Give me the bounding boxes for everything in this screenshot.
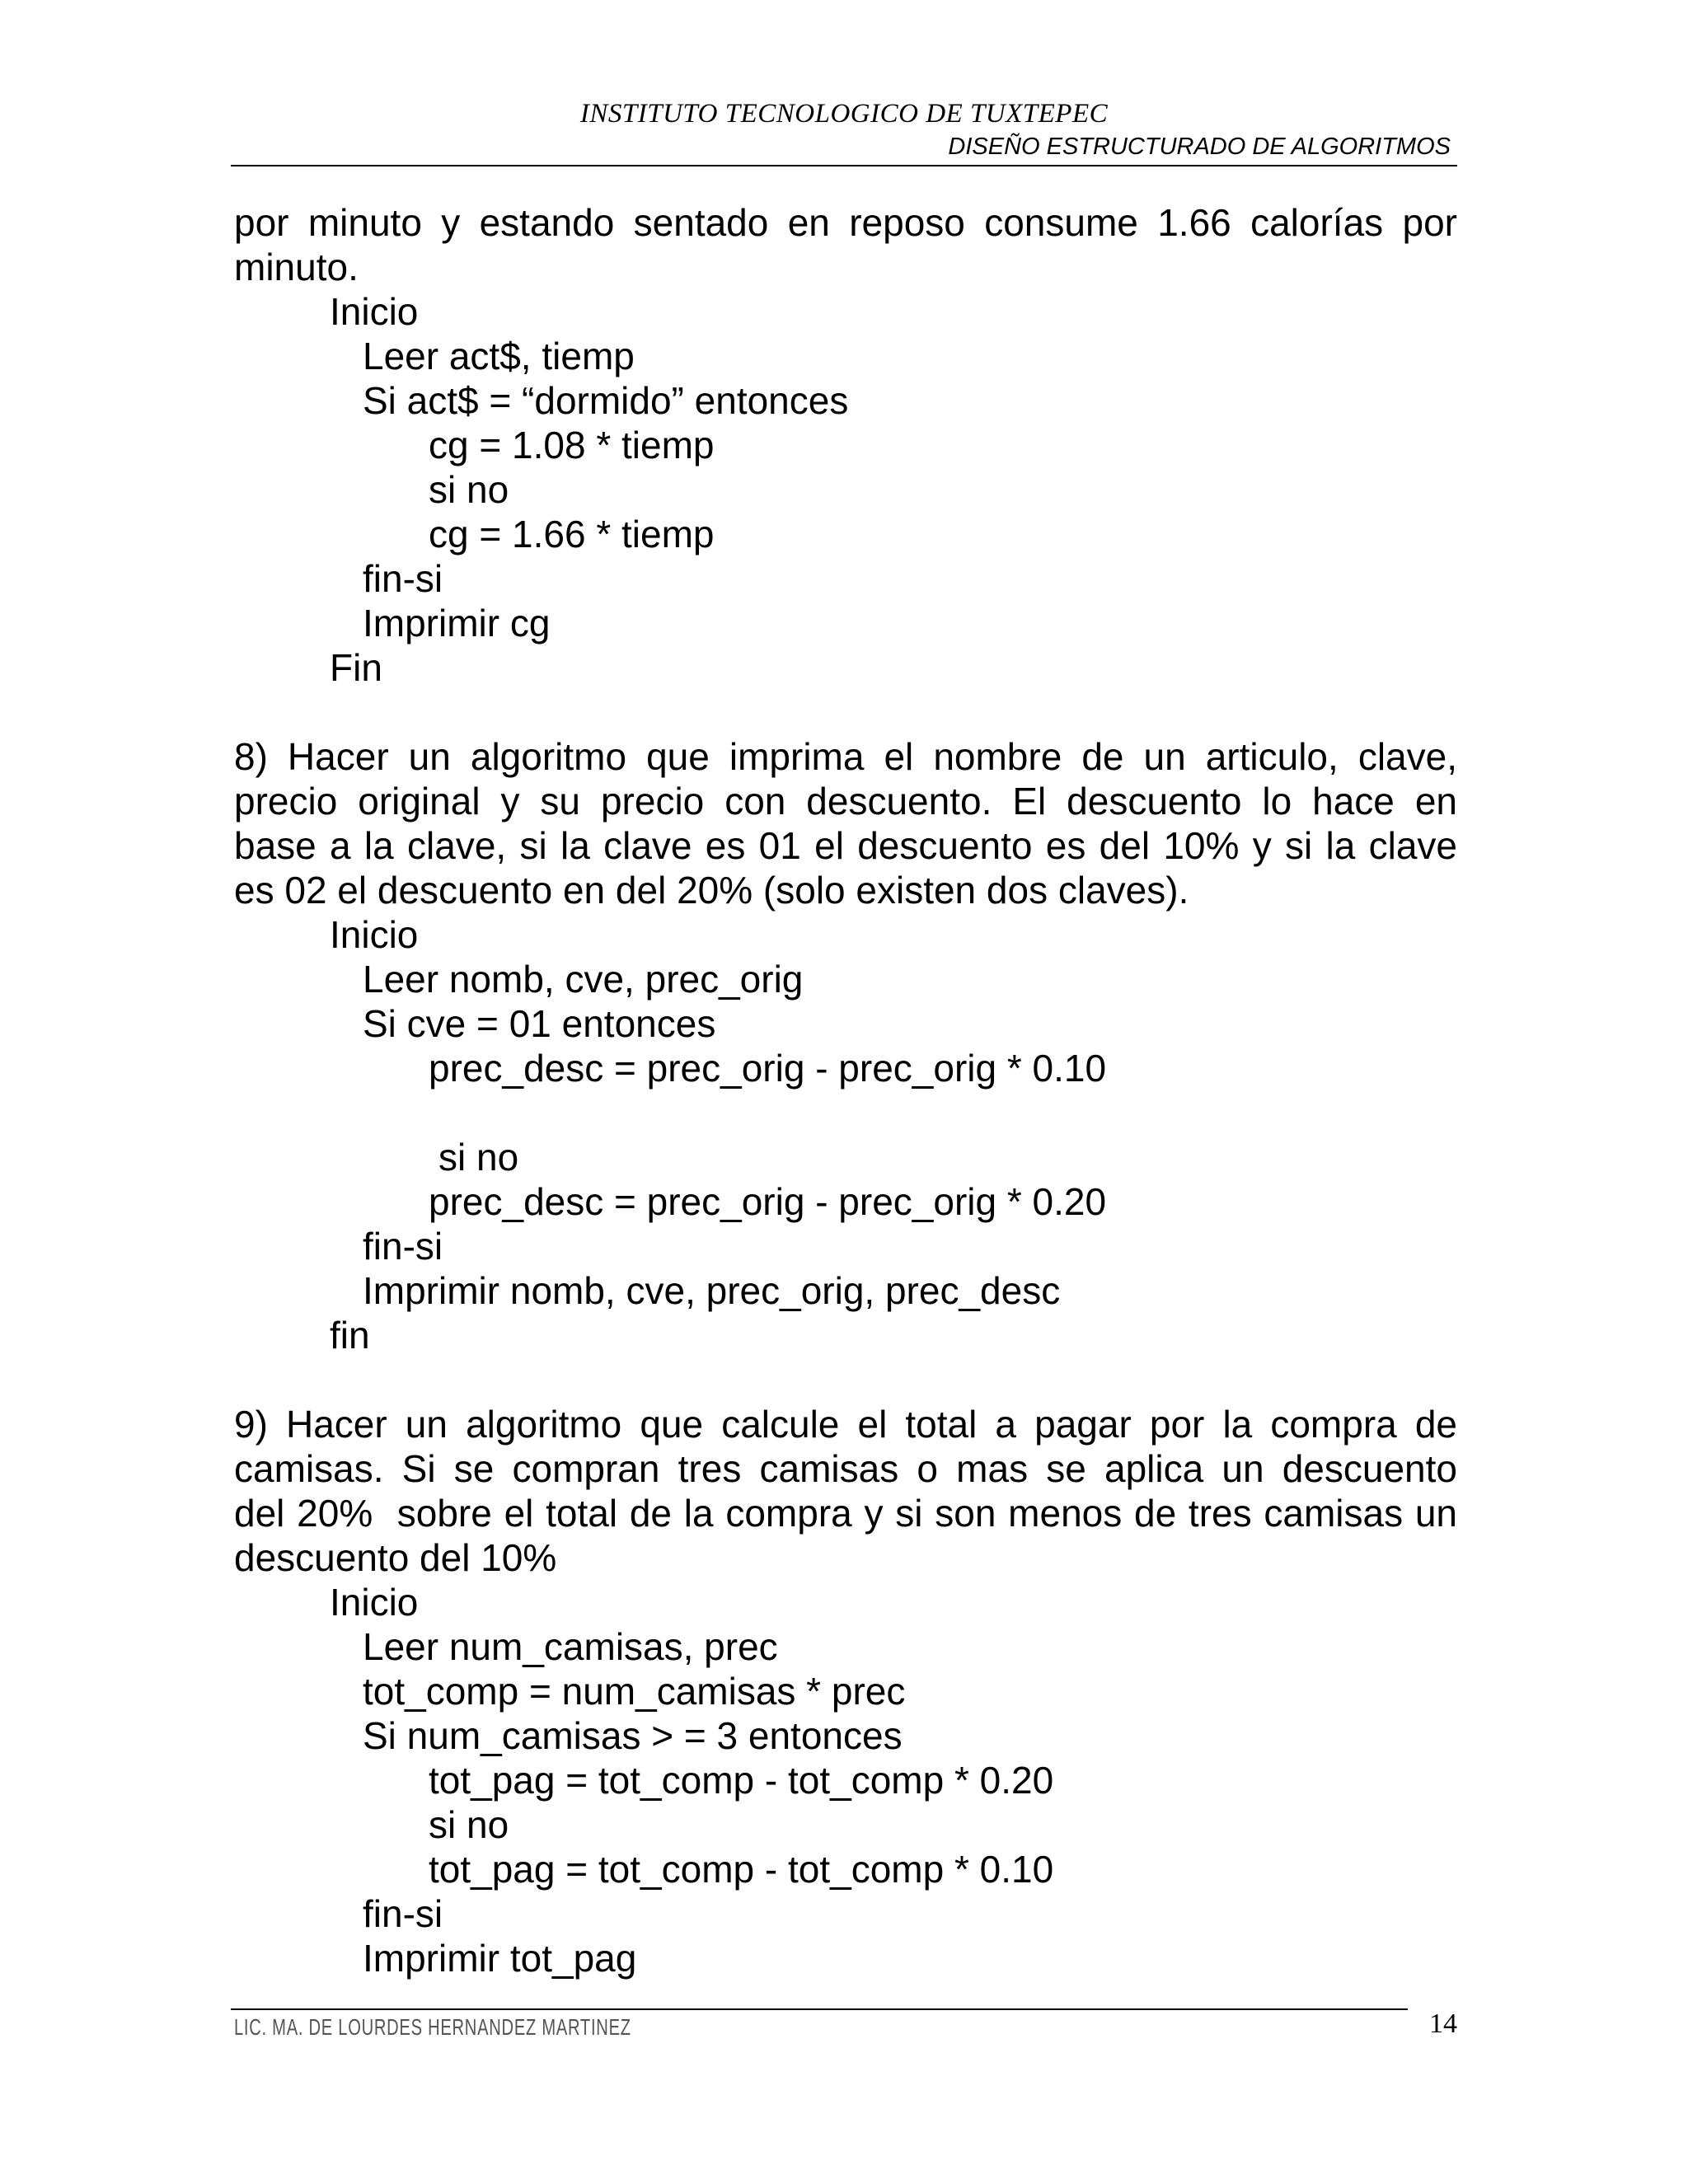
- code-line: si no: [438, 1136, 519, 1179]
- code-line: prec_desc = prec_orig - prec_orig * 0.10: [429, 1047, 1107, 1090]
- text-line: precio original y su precio con descuento. El descuento lo hace en: [234, 780, 1457, 823]
- code-line: Inicio: [330, 1581, 419, 1624]
- code-line: fin-si: [363, 557, 443, 600]
- code-line: Inicio: [330, 913, 419, 956]
- header-rule: [231, 165, 1457, 166]
- code-line: Fin: [330, 646, 382, 689]
- code-line: tot_pag = tot_comp - tot_comp * 0.20: [429, 1759, 1054, 1802]
- code-line: si no: [429, 1803, 509, 1846]
- code-line: tot_pag = tot_comp - tot_comp * 0.10: [429, 1848, 1054, 1891]
- code-line: Imprimir cg: [363, 602, 551, 644]
- code-line: fin: [330, 1314, 370, 1357]
- text-line: base a la clave, si la clave es 01 el descuento es del 10% y si la clave: [234, 824, 1457, 867]
- code-line: Leer num_camisas, prec: [363, 1625, 778, 1668]
- code-line: Inicio: [330, 290, 419, 333]
- code-line: Si cve = 01 entonces: [363, 1002, 716, 1045]
- code-line: Si act$ = “dormido” entonces: [363, 379, 849, 422]
- header-course: DISEÑO ESTRUCTURADO DE ALGORITMOS: [948, 134, 1451, 160]
- code-line: tot_comp = num_camisas * prec: [363, 1670, 906, 1713]
- header-institute: INSTITUTO TECNOLOGICO DE TUXTEPEC: [579, 99, 1109, 129]
- code-line: Leer nomb, cve, prec_orig: [363, 958, 804, 1001]
- code-line: Leer act$, tiemp: [363, 335, 635, 377]
- code-line: fin-si: [363, 1225, 443, 1268]
- code-line: fin-si: [363, 1892, 443, 1935]
- text-line: camisas. Si se compran tres camisas o mas se aplica un descuento: [234, 1447, 1457, 1490]
- code-line: cg = 1.66 * tiemp: [429, 513, 715, 555]
- footer-rule: [231, 2008, 1408, 2010]
- code-line: prec_desc = prec_orig - prec_orig * 0.20: [429, 1180, 1107, 1223]
- text-line: es 02 el descuento en del 20% (solo existen dos claves).: [234, 869, 1189, 912]
- text-line: del 20% sobre el total de la compra y si son menos de tres camisas un: [234, 1492, 1457, 1535]
- page-number: 14: [1429, 2008, 1457, 2039]
- footer-author: LIC. MA. DE LOURDES HERNANDEZ MARTINEZ: [234, 2014, 631, 2040]
- text-line: 8) Hacer un algoritmo que imprima el nombre de un articulo, clave,: [234, 735, 1457, 778]
- code-line: Imprimir tot_pag: [363, 1937, 637, 1980]
- code-line: Imprimir nomb, cve, prec_orig, prec_desc: [363, 1269, 1061, 1312]
- code-line: cg = 1.08 * tiemp: [429, 424, 715, 466]
- text-line: minuto.: [234, 246, 359, 288]
- text-line: por minuto y estando sentado en reposo consume 1.66 calorías por: [234, 201, 1457, 244]
- code-line: Si num_camisas > = 3 entonces: [363, 1714, 903, 1757]
- text-line: descuento del 10%: [234, 1536, 557, 1579]
- code-line: si no: [429, 468, 509, 511]
- text-line: 9) Hacer un algoritmo que calcule el total a pagar por la compra de: [234, 1403, 1457, 1446]
